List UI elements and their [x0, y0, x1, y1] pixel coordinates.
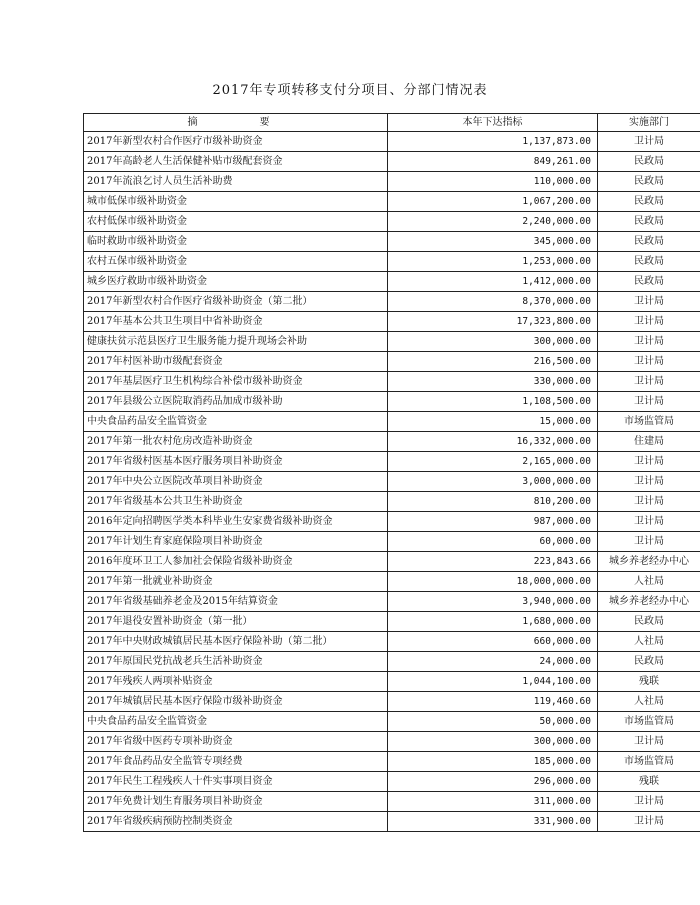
- row-department: 人社局: [598, 572, 700, 592]
- row-department: 残联: [598, 672, 700, 692]
- table-row: [84, 312, 700, 332]
- table-row: [84, 512, 700, 532]
- table-row: [84, 152, 700, 172]
- row-amount: 1,680,000.00: [388, 612, 598, 632]
- table-row: [84, 632, 700, 652]
- row-amount: 50,000.00: [388, 712, 598, 732]
- row-department: 市场监管局: [598, 712, 700, 732]
- row-summary: 2017年民生工程残疾人十件实事项目资金: [84, 772, 388, 792]
- row-summary: 2017年城镇居民基本医疗保险市级补助资金: [84, 692, 388, 712]
- row-summary: 临时救助市级补助资金: [84, 232, 388, 252]
- row-amount: 8,370,000.00: [388, 292, 598, 312]
- table-row: [84, 752, 700, 772]
- row-department: 卫计局: [598, 372, 700, 392]
- row-summary: 2017年免费计划生育服务项目补助资金: [84, 792, 388, 812]
- page-title: 2017年专项转移支付分项目、分部门情况表: [212, 83, 488, 98]
- row-department: 卫计局: [598, 292, 700, 312]
- row-summary: 城市低保市级补助资金: [84, 192, 388, 212]
- table-row: [84, 372, 700, 392]
- table-row: [84, 132, 700, 152]
- table-row: [84, 592, 700, 612]
- row-amount: 1,412,000.00: [388, 272, 598, 292]
- row-amount: 3,000,000.00: [388, 472, 598, 492]
- row-amount: 1,044,100.00: [388, 672, 598, 692]
- row-department: 卫计局: [598, 472, 700, 492]
- row-amount: 1,137,873.00: [388, 132, 598, 152]
- row-amount: 1,253,000.00: [388, 252, 598, 272]
- table-row: [84, 712, 700, 732]
- row-department: 卫计局: [598, 352, 700, 372]
- table-row: [84, 352, 700, 372]
- row-summary: 2017年退役安置补助资金（第一批）: [84, 612, 388, 632]
- row-amount: 987,000.00: [388, 512, 598, 532]
- row-amount: 223,843.66: [388, 552, 598, 572]
- row-department: 民政局: [598, 232, 700, 252]
- table-row: [84, 272, 700, 292]
- row-department: 人社局: [598, 632, 700, 652]
- row-amount: 110,000.00: [388, 172, 598, 192]
- row-summary: 2017年基本公共卫生项目中省补助资金: [84, 312, 388, 332]
- row-amount: 311,000.00: [388, 792, 598, 812]
- row-amount: 2,165,000.00: [388, 452, 598, 472]
- row-amount: 24,000.00: [388, 652, 598, 672]
- row-department: 市场监管局: [598, 752, 700, 772]
- row-summary: 2017年高龄老人生活保健补贴市级配套资金: [84, 152, 388, 172]
- row-amount: 17,323,800.00: [388, 312, 598, 332]
- table-row: [84, 472, 700, 492]
- row-summary: 2017年省级基础养老金及2015年结算资金: [84, 592, 388, 612]
- table-row: [84, 572, 700, 592]
- table-row: [84, 792, 700, 812]
- table-row: [84, 692, 700, 712]
- row-department: 市场监管局: [598, 412, 700, 432]
- row-summary: 2017年第一批就业补助资金: [84, 572, 388, 592]
- table-row: [84, 452, 700, 472]
- row-department: 民政局: [598, 272, 700, 292]
- row-summary: 2017年中央公立医院改革项目补助资金: [84, 472, 388, 492]
- table-row: [84, 392, 700, 412]
- row-summary: 2017年省级疾病预防控制类资金: [84, 812, 388, 832]
- row-amount: 1,067,200.00: [388, 192, 598, 212]
- row-amount: 119,460.60: [388, 692, 598, 712]
- row-summary: 2017年县级公立医院取消药品加成市级补助: [84, 392, 388, 412]
- header-amount: 本年下达指标: [388, 114, 598, 132]
- row-summary: 2017年省级基本公共卫生补助资金: [84, 492, 388, 512]
- row-summary: 农村低保市级补助资金: [84, 212, 388, 232]
- row-department: 住建局: [598, 432, 700, 452]
- row-summary: 2017年原国民党抗战老兵生活补助资金: [84, 652, 388, 672]
- transfer-payment-table: [83, 113, 700, 832]
- table-row: [84, 812, 700, 832]
- table-row: [84, 612, 700, 632]
- header-summary: 摘 要: [84, 114, 388, 132]
- row-amount: 16,332,000.00: [388, 432, 598, 452]
- row-amount: 216,500.00: [388, 352, 598, 372]
- row-amount: 60,000.00: [388, 532, 598, 552]
- row-department: 卫计局: [598, 452, 700, 472]
- row-summary: 健康扶贫示范县医疗卫生服务能力提升现场会补助: [84, 332, 388, 352]
- table-row: [84, 192, 700, 212]
- row-summary: 2017年省级村医基本医疗服务项目补助资金: [84, 452, 388, 472]
- table-row: [84, 332, 700, 352]
- row-summary: 2017年计划生育家庭保险项目补助资金: [84, 532, 388, 552]
- row-department: 民政局: [598, 612, 700, 632]
- row-amount: 300,000.00: [388, 732, 598, 752]
- row-department: 民政局: [598, 652, 700, 672]
- row-amount: 810,200.00: [388, 492, 598, 512]
- table-row: [84, 772, 700, 792]
- row-department: 卫计局: [598, 132, 700, 152]
- table-row: [84, 672, 700, 692]
- row-summary: 2017年残疾人两项补贴资金: [84, 672, 388, 692]
- row-department: 卫计局: [598, 492, 700, 512]
- row-department: 民政局: [598, 212, 700, 232]
- row-department: 卫计局: [598, 792, 700, 812]
- row-department: 卫计局: [598, 512, 700, 532]
- table-row: [84, 552, 700, 572]
- table-row: [84, 292, 700, 312]
- row-department: 民政局: [598, 152, 700, 172]
- row-amount: 331,900.00: [388, 812, 598, 832]
- table-row: [84, 652, 700, 672]
- row-amount: 345,000.00: [388, 232, 598, 252]
- header-department: 实施部门: [598, 114, 700, 132]
- row-department: 民政局: [598, 192, 700, 212]
- row-department: 卫计局: [598, 332, 700, 352]
- row-department: 卫计局: [598, 812, 700, 832]
- row-department: 人社局: [598, 692, 700, 712]
- row-amount: 15,000.00: [388, 412, 598, 432]
- row-summary: 2016年度环卫工人参加社会保险省级补助资金: [84, 552, 388, 572]
- table-header: [84, 114, 700, 132]
- row-amount: 660,000.00: [388, 632, 598, 652]
- row-summary: 2016年定向招聘医学类本科毕业生安家费省级补助资金: [84, 512, 388, 532]
- row-amount: 330,000.00: [388, 372, 598, 392]
- row-summary: 农村五保市级补助资金: [84, 252, 388, 272]
- row-amount: 18,000,000.00: [388, 572, 598, 592]
- row-department: 卫计局: [598, 392, 700, 412]
- table-row: [84, 412, 700, 432]
- row-department: 残联: [598, 772, 700, 792]
- row-summary: 中央食品药品安全监管资金: [84, 412, 388, 432]
- row-department: 城乡养老经办中心: [598, 552, 700, 572]
- table-row: [84, 232, 700, 252]
- row-department: 卫计局: [598, 312, 700, 332]
- row-summary: 2017年基层医疗卫生机构综合补偿市级补助资金: [84, 372, 388, 392]
- row-summary: 城乡医疗救助市级补助资金: [84, 272, 388, 292]
- row-summary: 中央食品药品安全监管资金: [84, 712, 388, 732]
- row-department: 民政局: [598, 172, 700, 192]
- row-amount: 3,940,000.00: [388, 592, 598, 612]
- table-row: [84, 492, 700, 512]
- table-row: [84, 532, 700, 552]
- row-department: 卫计局: [598, 732, 700, 752]
- row-summary: 2017年流浪乞讨人员生活补助费: [84, 172, 388, 192]
- row-amount: 849,261.00: [388, 152, 598, 172]
- table-row: [84, 732, 700, 752]
- row-amount: 1,108,500.00: [388, 392, 598, 412]
- table-row: [84, 172, 700, 192]
- row-summary: 2017年省级中医药专项补助资金: [84, 732, 388, 752]
- row-department: 民政局: [598, 252, 700, 272]
- row-summary: 2017年中央财政城镇居民基本医疗保险补助（第二批）: [84, 632, 388, 652]
- row-summary: 2017年第一批农村危房改造补助资金: [84, 432, 388, 452]
- table-row: [84, 212, 700, 232]
- table-row: [84, 252, 700, 272]
- row-department: 卫计局: [598, 532, 700, 552]
- row-amount: 296,000.00: [388, 772, 598, 792]
- row-amount: 2,240,000.00: [388, 212, 598, 232]
- table-body: [84, 132, 700, 832]
- row-amount: 300,000.00: [388, 332, 598, 352]
- row-summary: 2017年村医补助市级配套资金: [84, 352, 388, 372]
- table-row: [84, 432, 700, 452]
- row-amount: 185,000.00: [388, 752, 598, 772]
- row-summary: 2017年新型农村合作医疗市级补助资金: [84, 132, 388, 152]
- row-summary: 2017年新型农村合作医疗省级补助资金（第二批）: [84, 292, 388, 312]
- row-summary: 2017年食品药品安全监管专项经费: [84, 752, 388, 772]
- row-department: 城乡养老经办中心: [598, 592, 700, 612]
